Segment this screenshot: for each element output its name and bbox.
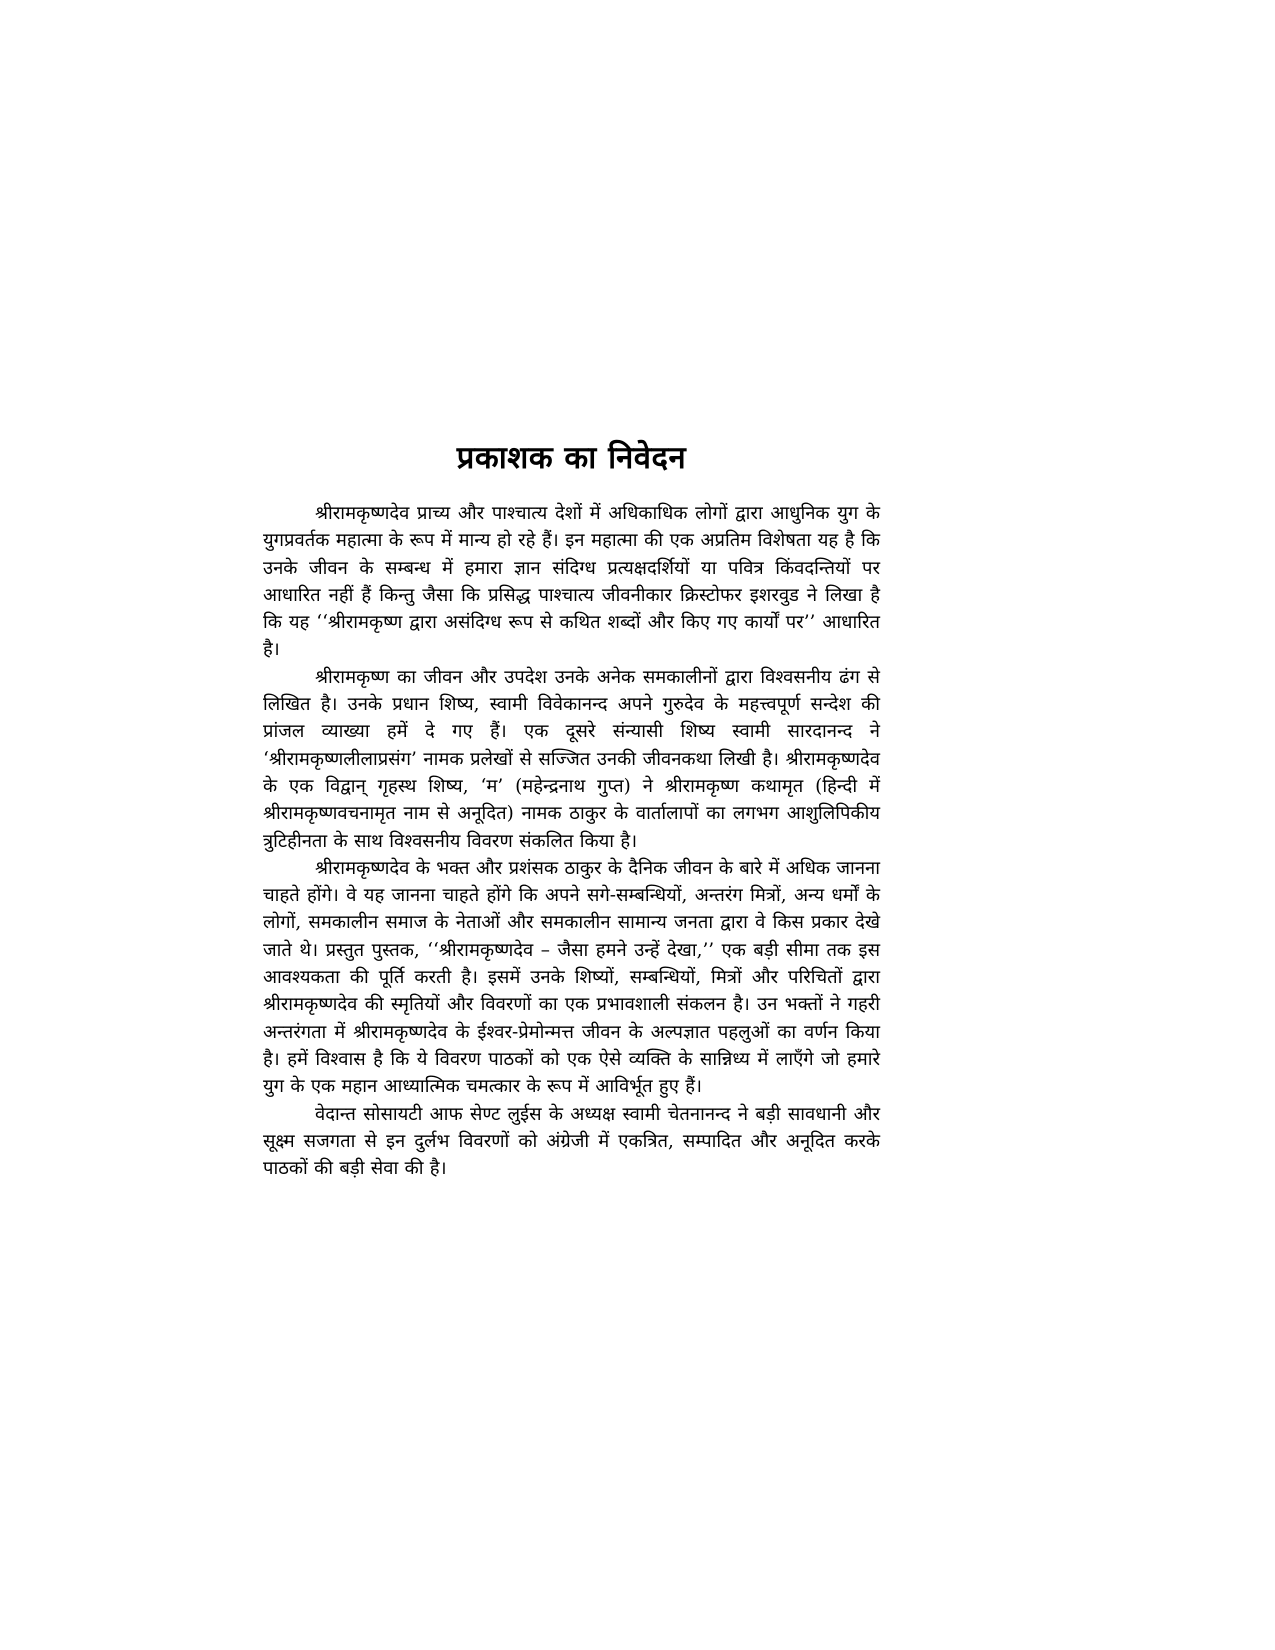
paragraph-2: श्रीरामकृष्ण का जीवन और उपदेश उनके अनेक समकालीनों द्वारा विश्वसनीय ढंग से लिखित है। उनके प्रधान शिष्य, स्वामी विवेकानन्द अपने गुरुदेव के महत्त्वपूर्ण सन्देश की प्रांजल व्याख्या हमें दे गए हैं। एक दूसरे संन्यासी शिष्य स्वामी सारदानन्द ने ‘श्रीरामकृष्णलीलाप्रसंग’ नामक प्रलेखों से सज्जित उनकी जीवनकथा लिखी है। श्रीरामकृष्णदेव के एक विद्वान् गृहस्थ शिष्य, ‘म’ (महेन्द्रनाथ गुप्त) ने श्रीरामकृष्ण कथामृत (हिन्दी में श्रीरामकृष्णवचनामृत नाम से अनूदित) नामक ठाकुर के वार्तालापों का लगभग आशुलिपिकीय त्रुटिहीनता के साथ विश्वसनीय विवरण संकलित किया है। xyxy=(263,666,880,852)
paragraph-1: श्रीरामकृष्णदेव प्राच्य और पाश्चात्य देशों में अधिकाधिक लोगों द्वारा आधुनिक युग के युगप्रवर्तक महात्मा के रूप में मान्य हो रहे हैं। इन महात्मा की एक अप्रतिम विशेषता यह है कि उनके जीवन के सम्बन्ध में हमारा ज्ञान संदिग्ध प्रत्यक्षदर्शियों या पवित्र किंवदन्तियों पर आधारित नहीं हैं किन्तु जैसा कि प्रसिद्ध पाश्चात्य जीवनीकार क्रिस्टोफर इशरवुड ने लिखा है कि यह ‘‘श्रीरामकृष्ण द्वारा असंदिग्ध रूप से कथित शब्दों और किए गए कार्यों पर’’ आधारित है। xyxy=(263,503,880,661)
page-title: प्रकाशक का निवेदन xyxy=(456,440,687,476)
paragraph-3: श्रीरामकृष्णदेव के भक्त और प्रशंसक ठाकुर के दैनिक जीवन के बारे में अधिक जानना चाहते होंगे। वे यह जानना चाहते होंगे कि अपने सगे-सम्बन्धियों, अन्तरंग मित्रों, अन्य धर्मों के लोगों, समकालीन समाज के नेताओं और समकालीन सामान्य जनता द्वारा वे किस प्रकार देखे जाते थे। प्रस्तुत पुस्तक, ‘‘श्रीरामकृष्णदेव – जैसा हमने उन्हें देखा,’’ एक बड़ी सीमा तक इस आवश्यकता की पूर्ति करती है। इसमें उनके शिष्यों, सम्बन्धियों, मित्रों और परिचितों द्वारा श्रीरामकृष्णदेव की स्मृतियों और विवरणों का एक प्रभावशाली संकलन है। उन भक्तों ने गहरी अन्तरंगता में श्रीरामकृष्णदेव के ईश्वर-प्रेमोन्मत्त जीवन के अल्पज्ञात पहलुओं का वर्णन किया है। हमें विश्वास है कि ये विवरण पाठकों को एक ऐसे व्यक्ति के सान्निध्य में लाएँगे जो हमारे युग के एक महान आध्यात्मिक चमत्कार के रूप में आविर्भूत हुए हैं। xyxy=(263,857,880,1098)
paragraph-4: वेदान्त सोसायटी आफ सेण्ट लुईस के अध्यक्ष स्वामी चेतनानन्द ने बड़ी सावधानी और सूक्ष्म सजगता से इन दुर्लभ विवरणों को अंग्रेजी में एकत्रित, सम्पादित और अनूदित करके पाठकों की बड़ी सेवा की है। xyxy=(263,1103,880,1180)
body-text xyxy=(263,500,880,1182)
